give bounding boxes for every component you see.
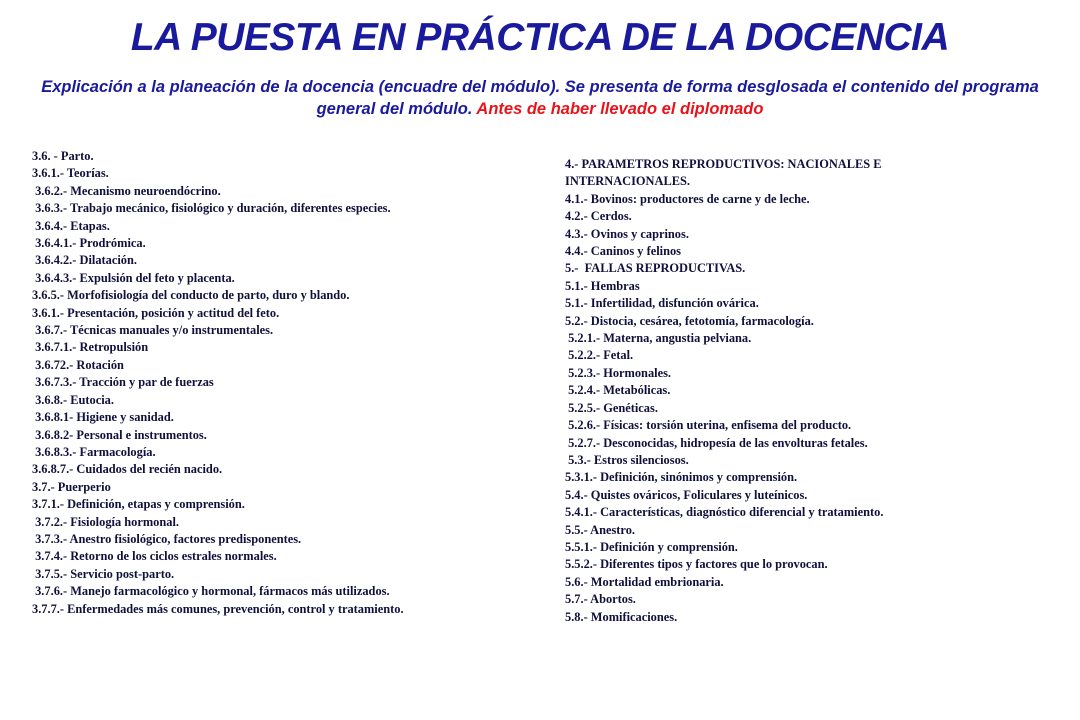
list-item: 3.6.8.- Eutocia. (32, 392, 114, 407)
list-item: 3.6.72.- Rotación (32, 357, 124, 372)
list-item: INTERNACIONALES. (565, 174, 690, 189)
list-item: 3.6.5.- Morfofisiología del conducto de parto, duro y blando. (32, 288, 350, 303)
list-item: 3.6. - Parto. (32, 149, 94, 163)
list-item: 5.2.3.- Hormonales. (565, 365, 672, 380)
list-item: 3.7.6.- Manejo farmacológico y hormonal, fármacos más utilizados. (32, 584, 390, 599)
list-item: 3.7.2.- Fisiología hormonal. (32, 514, 179, 529)
list-item: 5.3.- Estros silenciosos. (565, 452, 689, 467)
list-item: 5.2.2.- Fetal. (565, 348, 634, 363)
list-item: 3.6.8.2- Personal e instrumentos. (32, 427, 207, 442)
list-item: 3.6.4.- Etapas. (32, 218, 110, 233)
list-item: 5.3.1.- Definición, sinónimos y comprensión. (565, 470, 798, 485)
list-item: 3.6.1.- Teorías. (32, 166, 109, 181)
right-content-list (565, 156, 1045, 626)
list-item: 3.6.2.- Mecanismo neuroendócrino. (32, 183, 221, 198)
list-item: 3.6.3.- Trabajo mecánico, fisiológico y duración, diferentes especies. (32, 201, 391, 216)
list-item: 3.6.4.3.- Expulsión del feto y placenta. (32, 270, 235, 285)
list-item: 5.7.- Abortos. (565, 592, 636, 607)
list-item: 5.1.- Hembras (565, 278, 640, 293)
list-item: 5.6.- Mortalidad embrionaria. (565, 574, 724, 589)
list-item: 5.2.- Distocia, cesárea, fetotomía, farmacología. (565, 313, 814, 328)
list-item: 5.5.2.- Diferentes tipos y factores que lo provocan. (565, 557, 828, 572)
list-item: 3.6.8.1- Higiene y sanidad. (32, 410, 174, 425)
list-item: 3.6.8.7.- Cuidados del recién nacido. (32, 462, 223, 477)
list-item: 3.7.- Puerperio (32, 479, 111, 494)
list-item: 5.2.5.- Genéticas. (565, 400, 658, 415)
list-item: 5.4.- Quistes ováricos, Foliculares y luteínicos. (565, 487, 808, 502)
list-item: 4.- PARAMETROS REPRODUCTIVOS: NACIONALES E (565, 157, 882, 171)
list-item: 3.6.7.- Técnicas manuales y/o instrumentales. (32, 323, 274, 338)
list-item: 3.7.3.- Anestro fisiológico, factores predisponentes. (32, 531, 302, 546)
list-item: 3.7.5.- Servicio post-parto. (32, 566, 175, 581)
left-content-list (32, 148, 542, 618)
list-item: 5.2.1.- Materna, angustia pelviana. (565, 331, 752, 346)
list-item: 3.6.4.1.- Prodrómica. (32, 236, 146, 251)
list-item: 5.5.- Anestro. (565, 522, 635, 537)
list-item: 5.8.- Momificaciones. (565, 609, 678, 624)
list-item: 3.7.1.- Definición, etapas y comprensión. (32, 497, 245, 512)
list-item: 5.4.1.- Características, diagnóstico diferencial y tratamiento. (565, 505, 884, 520)
list-item: 4.1.- Bovinos: productores de carne y de leche. (565, 191, 810, 206)
list-item: 5.2.6.- Físicas: torsión uterina, enfisema del producto. (565, 418, 852, 433)
list-item: 3.6.1.- Presentación, posición y actitud del feto. (32, 305, 280, 320)
list-item: 3.6.7.3.- Tracción y par de fuerzas (32, 375, 214, 390)
list-item: 5.1.- Infertilidad, disfunción ovárica. (565, 296, 759, 311)
list-item: 5.2.4.- Metabólicas. (565, 383, 671, 398)
page-title: LA PUESTA EN PRÁCTICA DE LA DOCENCIA (130, 16, 950, 59)
list-item: 3.7.7.- Enfermedades más comunes, prevención, control y tratamiento. (32, 601, 404, 616)
list-item: 5.- FALLAS REPRODUCTIVAS. (565, 261, 746, 276)
page-subtitle (30, 76, 1050, 120)
list-item: 5.2.7.- Desconocidas, hidropesía de las envolturas fetales. (565, 435, 868, 450)
subtitle-text: Explicación a la planeación de la docencia (encuadre del módulo). Se presenta de forma desglosada el contenido del programa general del módulo. (41, 78, 1039, 118)
list-item: 3.6.7.1.- Retropulsión (32, 340, 149, 355)
list-item: 4.4.- Caninos y felinos (565, 244, 682, 259)
list-item: 3.7.4.- Retorno de los ciclos estrales normales. (32, 549, 277, 564)
list-item: 4.3.- Ovinos y caprinos. (565, 226, 689, 241)
list-item: 5.5.1.- Definición y comprensión. (565, 539, 738, 554)
subtitle-highlight: Antes de haber llevado el diplomado (476, 100, 764, 118)
list-item: 3.6.8.3.- Farmacología. (32, 444, 156, 459)
list-item: 4.2.- Cerdos. (565, 209, 632, 224)
list-item: 3.6.4.2.- Dilatación. (32, 253, 137, 268)
